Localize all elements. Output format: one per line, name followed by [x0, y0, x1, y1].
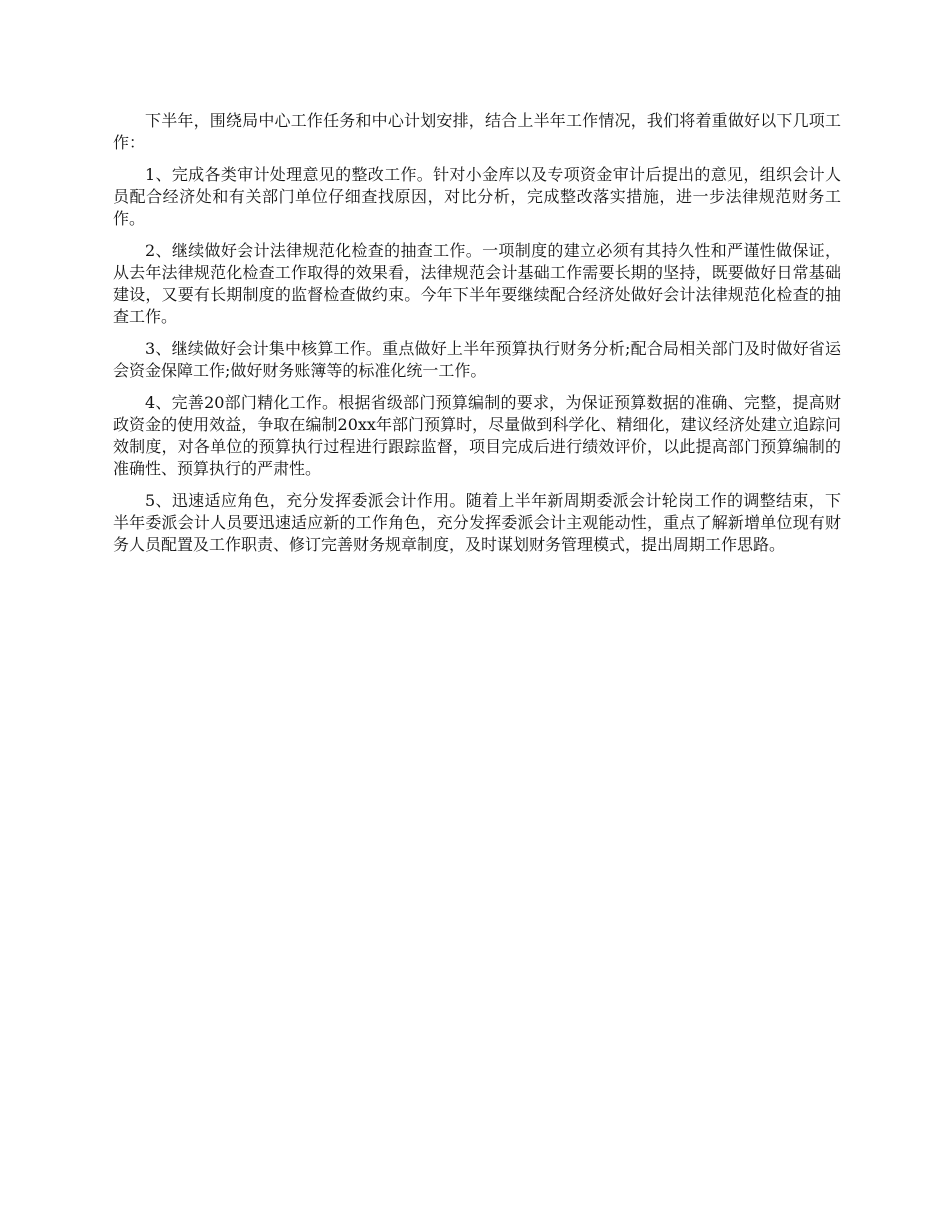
paragraph-intro: 下半年，围绕局中心工作任务和中心计划安排，结合上半年工作情况，我们将着重做好以下几项工作：: [113, 111, 841, 152]
document-body: [113, 110, 841, 566]
paragraph-item-2: 2、继续做好会计法律规范化检查的抽查工作。一项制度的建立必须有其持久性和严谨性做保证，从去年法律规范化检查工作取得的效果看，法律规范会计基础工作需要长期的坚持，既要做好日常基础建设，又要有长期制度的监督检查做约束。今年下半年要继续配合经济处做好会计法律规范化检查的抽查工作。: [113, 241, 841, 326]
paragraph-item-3: 3、继续做好会计集中核算工作。重点做好上半年预算执行财务分析;配合局相关部门及时做好省运会资金保障工作;做好财务账簿等的标准化统一工作。: [113, 339, 841, 380]
paragraph-item-1: 1、完成各类审计处理意见的整改工作。针对小金库以及专项资金审计后提出的意见，组织会计人员配合经济处和有关部门单位仔细查找原因，对比分析，完成整改落实措施，进一步法律规范财务工作。: [113, 165, 841, 228]
paragraph-item-4: 4、完善20部门精化工作。根据省级部门预算编制的要求，为保证预算数据的准确、完整，提高财政资金的使用效益，争取在编制20xx年部门预算时，尽量做到科学化、精细化，建议经济处建立追踪问效制度，对各单位的预算执行过程进行跟踪监督，项目完成后进行绩效评价，以此提高部门预算编制的准确性、预算执行的严肃性。: [113, 393, 841, 478]
paragraph-item-5: 5、迅速适应角色，充分发挥委派会计作用。随着上半年新周期委派会计轮岗工作的调整结束，下半年委派会计人员要迅速适应新的工作角色，充分发挥委派会计主观能动性，重点了解新增单位现有财务人员配置及工作职责、修订完善财务规章制度，及时谋划财务管理模式，提出周期工作思路。: [113, 491, 841, 554]
